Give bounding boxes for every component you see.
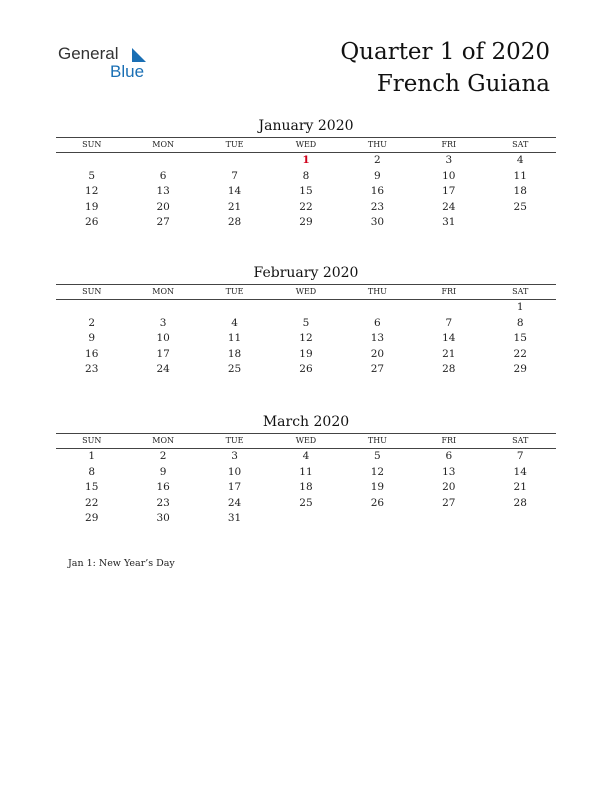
day-cell: 30 bbox=[156, 512, 170, 525]
day-cell: 17 bbox=[227, 481, 242, 494]
day-cell: 23 bbox=[85, 363, 99, 376]
week-row bbox=[56, 496, 556, 512]
weekday-header bbox=[56, 138, 556, 153]
day-cell: 18 bbox=[299, 481, 313, 494]
weekday-label: MON bbox=[152, 436, 174, 445]
day-cell: 2 bbox=[159, 450, 167, 462]
week-row bbox=[56, 153, 556, 169]
week-row bbox=[56, 200, 556, 216]
week-row bbox=[56, 449, 556, 465]
day-cell: 21 bbox=[513, 481, 527, 494]
empty-day-cell bbox=[199, 153, 270, 169]
logo-triangle-icon bbox=[124, 46, 146, 62]
day-cell: 14 bbox=[227, 185, 242, 198]
day-cell: 20 bbox=[370, 347, 385, 360]
day-cell: 4 bbox=[516, 154, 524, 166]
day-cell: 9 bbox=[88, 332, 96, 345]
weekday-label: TUE bbox=[225, 287, 244, 296]
day-cell: 26 bbox=[370, 496, 385, 509]
day-cell: 1 bbox=[88, 450, 96, 462]
weekday-label: THU bbox=[367, 287, 387, 296]
month-february bbox=[56, 264, 556, 378]
day-cell: 21 bbox=[442, 347, 456, 360]
week-row bbox=[56, 300, 556, 316]
day-cell: 14 bbox=[513, 465, 527, 478]
day-cell: 5 bbox=[88, 169, 96, 182]
holiday-day-cell: 1 bbox=[302, 154, 310, 166]
weekday-label: THU bbox=[367, 140, 387, 149]
week-row bbox=[56, 362, 556, 378]
weekday-label: FRI bbox=[441, 436, 457, 445]
day-cell: 18 bbox=[513, 185, 527, 198]
day-cell: 25 bbox=[227, 363, 242, 376]
month-january bbox=[56, 117, 556, 231]
month-title: January 2020 bbox=[258, 118, 354, 134]
week-row bbox=[56, 347, 556, 363]
day-cell: 27 bbox=[370, 363, 385, 376]
day-cell: 27 bbox=[156, 216, 170, 229]
empty-day-cell bbox=[199, 300, 270, 316]
calendar-grid bbox=[56, 284, 556, 378]
day-cell: 16 bbox=[156, 481, 170, 494]
day-cell: 16 bbox=[370, 185, 385, 198]
weekday-label: MON bbox=[152, 287, 174, 296]
day-cell: 24 bbox=[227, 496, 242, 509]
calendar-grid bbox=[56, 433, 556, 527]
day-cell: 17 bbox=[156, 347, 170, 360]
weekday-label: SAT bbox=[512, 436, 529, 445]
day-cell: 24 bbox=[156, 363, 170, 376]
day-cell: 31 bbox=[442, 216, 456, 229]
day-cell: 10 bbox=[227, 465, 242, 478]
day-cell: 12 bbox=[370, 465, 385, 478]
day-cell: 4 bbox=[302, 450, 310, 462]
day-cell: 1 bbox=[516, 301, 524, 313]
logo-text-blue: Blue bbox=[110, 62, 145, 81]
day-cell: 11 bbox=[227, 332, 242, 345]
weekday-label: FRI bbox=[441, 287, 457, 296]
day-cell: 9 bbox=[374, 169, 381, 182]
week-row bbox=[56, 316, 556, 332]
week-row bbox=[56, 511, 556, 527]
weekday-label: THU bbox=[367, 436, 387, 445]
quarter-title: Quarter 1 of 2020 bbox=[340, 39, 550, 65]
day-cell: 13 bbox=[370, 332, 385, 345]
day-cell: 16 bbox=[85, 347, 99, 360]
weekday-header bbox=[56, 285, 556, 300]
day-cell: 14 bbox=[442, 332, 456, 345]
day-cell: 9 bbox=[159, 465, 167, 478]
empty-day-cell bbox=[56, 300, 127, 316]
day-cell: 29 bbox=[513, 363, 527, 376]
day-cell: 11 bbox=[299, 465, 313, 478]
day-cell: 23 bbox=[156, 496, 170, 509]
page-title bbox=[340, 36, 550, 100]
day-cell: 21 bbox=[227, 200, 242, 213]
day-cell: 29 bbox=[299, 216, 313, 229]
day-cell: 17 bbox=[442, 185, 456, 198]
week-row bbox=[56, 465, 556, 481]
day-cell: 25 bbox=[299, 496, 313, 509]
day-cell: 6 bbox=[445, 450, 453, 462]
day-cell: 19 bbox=[85, 200, 99, 213]
weekday-label: SUN bbox=[82, 436, 102, 445]
day-cell: 19 bbox=[299, 347, 313, 360]
day-cell: 28 bbox=[442, 363, 456, 376]
day-cell: 7 bbox=[445, 316, 453, 329]
day-cell: 23 bbox=[370, 200, 385, 213]
weekday-label: WED bbox=[295, 140, 317, 149]
week-row bbox=[56, 215, 556, 231]
weekday-label: MON bbox=[152, 140, 174, 149]
empty-day-cell bbox=[56, 153, 127, 169]
weekday-label: WED bbox=[295, 436, 317, 445]
weekday-label: WED bbox=[295, 287, 317, 296]
empty-day-cell bbox=[127, 153, 198, 169]
day-cell: 5 bbox=[374, 450, 381, 462]
weekday-label: SUN bbox=[82, 140, 102, 149]
day-cell: 28 bbox=[227, 216, 242, 229]
empty-day-cell bbox=[485, 511, 556, 527]
holiday-notes bbox=[68, 558, 175, 569]
day-cell: 20 bbox=[442, 481, 456, 494]
day-cell: 7 bbox=[231, 169, 238, 182]
empty-day-cell bbox=[342, 300, 413, 316]
day-cell: 15 bbox=[299, 185, 313, 198]
brand-logo bbox=[58, 44, 168, 84]
day-cell: 24 bbox=[442, 200, 456, 213]
empty-day-cell bbox=[270, 511, 341, 527]
day-cell: 15 bbox=[513, 332, 527, 345]
day-cell: 2 bbox=[374, 154, 381, 166]
week-row bbox=[56, 480, 556, 496]
day-cell: 31 bbox=[227, 512, 242, 525]
weekday-label: TUE bbox=[225, 436, 244, 445]
day-cell: 11 bbox=[513, 169, 527, 182]
day-cell: 13 bbox=[442, 465, 456, 478]
month-title: February 2020 bbox=[253, 265, 359, 281]
day-cell: 8 bbox=[516, 316, 524, 329]
calendar-grid bbox=[56, 137, 556, 231]
week-row bbox=[56, 169, 556, 185]
empty-day-cell bbox=[342, 511, 413, 527]
region-title: French Guiana bbox=[376, 71, 550, 97]
weekday-label: SUN bbox=[82, 287, 102, 296]
day-cell: 6 bbox=[159, 169, 167, 182]
day-cell: 15 bbox=[85, 481, 99, 494]
day-cell: 3 bbox=[445, 154, 453, 166]
day-cell: 12 bbox=[299, 332, 313, 345]
holiday-note: Jan 1: New Year’s Day bbox=[68, 558, 175, 569]
day-cell: 8 bbox=[88, 465, 96, 478]
day-cell: 6 bbox=[374, 316, 381, 329]
day-cell: 26 bbox=[85, 216, 99, 229]
day-cell: 3 bbox=[231, 450, 238, 462]
empty-day-cell bbox=[413, 511, 484, 527]
weekday-label: TUE bbox=[225, 140, 244, 149]
day-cell: 4 bbox=[231, 316, 238, 329]
day-cell: 5 bbox=[302, 316, 310, 329]
week-row bbox=[56, 331, 556, 347]
month-march bbox=[56, 413, 556, 527]
day-cell: 26 bbox=[299, 363, 313, 376]
day-cell: 19 bbox=[370, 481, 385, 494]
empty-day-cell bbox=[127, 300, 198, 316]
weekday-label: FRI bbox=[441, 140, 457, 149]
day-cell: 20 bbox=[156, 200, 170, 213]
empty-day-cell bbox=[270, 300, 341, 316]
day-cell: 12 bbox=[85, 185, 99, 198]
empty-day-cell bbox=[413, 300, 484, 316]
day-cell: 10 bbox=[442, 169, 456, 182]
empty-day-cell bbox=[485, 215, 556, 231]
day-cell: 8 bbox=[302, 169, 310, 182]
day-cell: 22 bbox=[299, 200, 313, 213]
day-cell: 3 bbox=[159, 316, 167, 329]
month-title: March 2020 bbox=[262, 414, 350, 430]
day-cell: 2 bbox=[88, 316, 96, 329]
weekday-label: SAT bbox=[512, 140, 529, 149]
weekday-label: SAT bbox=[512, 287, 529, 296]
day-cell: 28 bbox=[513, 496, 527, 509]
day-cell: 18 bbox=[227, 347, 242, 360]
week-row bbox=[56, 184, 556, 200]
weekday-header bbox=[56, 434, 556, 449]
day-cell: 10 bbox=[156, 332, 170, 345]
day-cell: 13 bbox=[156, 185, 170, 198]
day-cell: 27 bbox=[442, 496, 456, 509]
day-cell: 22 bbox=[513, 347, 527, 360]
day-cell: 7 bbox=[516, 450, 524, 462]
day-cell: 25 bbox=[513, 200, 527, 213]
logo-text-general: General bbox=[58, 44, 119, 63]
day-cell: 30 bbox=[370, 216, 385, 229]
day-cell: 29 bbox=[85, 512, 99, 525]
day-cell: 22 bbox=[85, 496, 99, 509]
